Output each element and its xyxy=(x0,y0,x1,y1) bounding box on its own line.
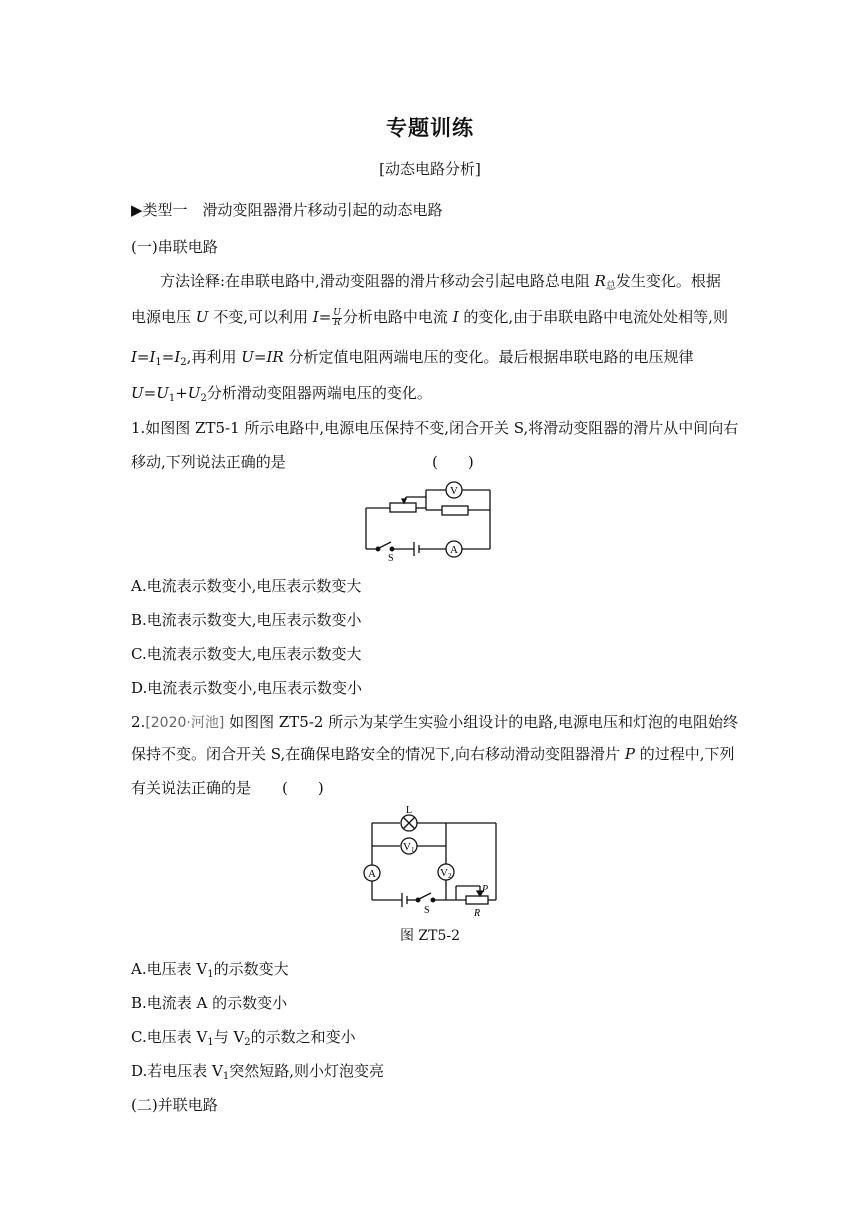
switch-label: S xyxy=(388,553,394,564)
ammeter-label: A xyxy=(450,544,458,556)
v2-label: V2 xyxy=(440,867,452,880)
q1-option-a: A.电流表示数变小,电压表示数变大 xyxy=(131,577,362,595)
method-line-4: $U=U_1+U_2$分析滑动变阻器两端电压的变化。 xyxy=(131,384,432,404)
q1-option-b: B.电流表示数变大,电压表示数变小 xyxy=(131,611,362,629)
q2-source-tag: [2020·河池] xyxy=(145,715,225,731)
lamp-label: L xyxy=(406,805,413,816)
switch-s xyxy=(379,542,391,548)
page-subtitle: [动态电路分析] xyxy=(379,160,481,178)
figure-caption-zt5-2: 图 ZT5-2 xyxy=(399,928,461,944)
v1-label: V1 xyxy=(403,841,415,854)
q1-answer-paren: ( ) xyxy=(432,453,474,471)
q2-line-3: 有关说法正确的是 xyxy=(131,779,252,797)
slider-label: P xyxy=(482,884,489,895)
series-circuit-heading: (一)串联电路 xyxy=(131,238,218,256)
q2-line-1: 2.[2020·河池] 如图图 ZT5-2 所示为某学生实验小组设计的电路,电源电压和灯泡的电阻始终 xyxy=(131,713,738,731)
switch-s xyxy=(419,893,431,899)
q2-option-d: D.若电压表 $V_1$突然短路,则小灯泡变亮 xyxy=(131,1062,385,1082)
q1-line-2: 移动,下列说法正确的是 xyxy=(131,453,286,471)
circuit-diagram-zt5-2 xyxy=(358,800,504,920)
page-title: 专题训练 xyxy=(386,116,474,140)
q2-option-a: A.电压表 $V_1$的示数变大 xyxy=(131,960,289,980)
fixed-resistor xyxy=(442,506,468,515)
method-line-1: 方法诠释:在串联电路中,滑动变阻器的滑片移动会引起电路总电阻 $R_总$发生变化。根据 xyxy=(160,272,721,292)
q2-line-2: 保持不变。闭合开关 S,在确保电路安全的情况下,向右移动滑动变阻器滑片 P 的过程中,下列 xyxy=(131,745,735,763)
ohm-fraction: $\frac{U}{R}$ xyxy=(333,307,341,328)
rheostat-label: R xyxy=(474,908,481,919)
type-one-heading: ▶类型一 滑动变阻器滑片移动引起的动态电路 xyxy=(131,201,443,219)
switch-label: S xyxy=(424,905,430,916)
circuit-diagram-zt5-1 xyxy=(360,480,500,564)
q2-option-c: C.电压表 $V_1$与 $V_2$的示数之和变小 xyxy=(131,1028,356,1048)
q1-option-c: C.电流表示数变大,电压表示数变大 xyxy=(131,645,362,663)
method-line-2: 电源电压 U 不变,可以利用 I= $\frac{U}{R}$ 分析电路中电流 I 的变化,由于串联电路中电流处处相等,则 xyxy=(131,307,728,328)
q2-answer-paren: ( ) xyxy=(282,779,324,797)
q2-option-b: B.电流表 A 的示数变小 xyxy=(131,994,288,1012)
rheostat xyxy=(390,503,416,512)
voltmeter-label: V xyxy=(450,485,458,497)
q1-option-d: D.电流表示数变小,电压表示数变小 xyxy=(131,679,363,697)
q1-line-1: 1.如图图 ZT5-1 所示电路中,电源电压保持不变,闭合开关 S,将滑动变阻器的滑片从中间向右 xyxy=(131,419,739,437)
parallel-circuit-heading: (二)并联电路 xyxy=(131,1096,218,1114)
method-line-3: $I=I_1=I_2$,再利用 U=IR 分析定值电阻两端电压的变化。最后根据串联电路的电压规律 xyxy=(131,348,694,368)
ammeter-label: A xyxy=(368,868,376,880)
method-r-symbol: R xyxy=(594,272,606,290)
rheostat-r xyxy=(466,896,488,904)
